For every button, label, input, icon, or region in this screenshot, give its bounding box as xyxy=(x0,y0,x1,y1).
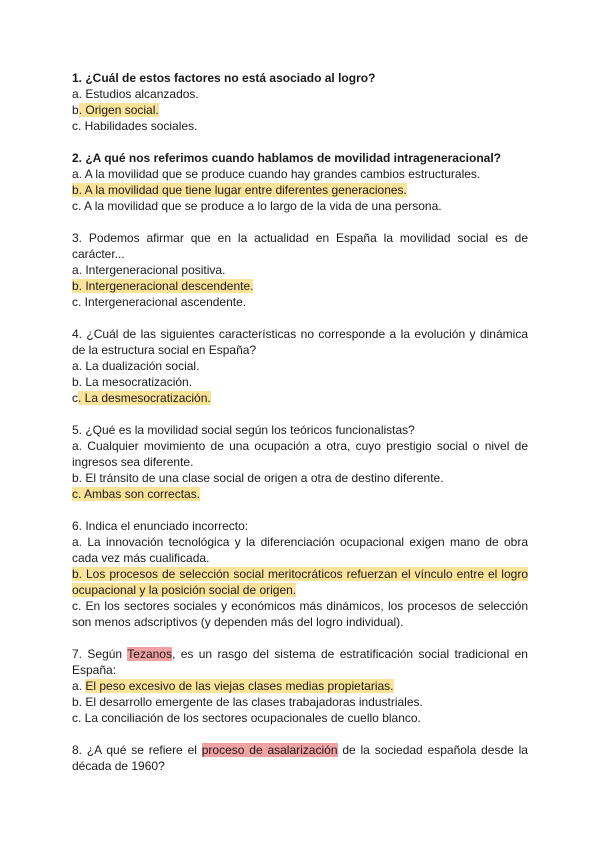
highlighted-answer: b. A la movilidad que tiene lugar entre diferentes generaciones. xyxy=(72,183,407,197)
highlighted-answer: b. Los procesos de selección social meritocráticos refuerzan el vínculo entre el logro ocupacional y la posición social de origen. xyxy=(72,567,528,597)
highlighted-answer: c. Ambas son correctas. xyxy=(72,487,201,501)
option-b xyxy=(72,278,528,294)
option-a: a. La innovación tecnológica y la diferenciación ocupacional exigen mano de obra cada vez más cualificada. xyxy=(72,535,529,565)
quiz-document xyxy=(72,70,528,790)
option-b xyxy=(72,566,528,598)
highlighted-term: proceso de asalarización xyxy=(201,743,338,757)
option-c: c. Intergeneracional ascendente. xyxy=(72,295,247,309)
option-a: a. Cualquier movimiento de una ocupación a otra, cuyo prestigio social o nivel de ingresos sea diferente. xyxy=(72,439,529,469)
option-b: b. El tránsito de una clase social de origen a otra de destino diferente. xyxy=(72,471,444,485)
option-a: a. Estudios alcanzados. xyxy=(72,87,199,101)
question-3 xyxy=(72,230,528,310)
option-b xyxy=(72,182,528,198)
option-a: a. La dualización social. xyxy=(72,359,200,373)
highlighted-answer: . Origen social. xyxy=(78,103,159,117)
question-2 xyxy=(72,150,528,214)
option-c xyxy=(72,486,528,502)
highlighted-answer: El peso excesivo de las viejas clases medias propietarias. xyxy=(85,679,394,693)
highlighted-answer: b. Intergeneracional descendente. xyxy=(72,279,254,293)
question-title: 7. Según Tezanos, es un rasgo del sistema de estratificación social tradicional en España: xyxy=(72,647,528,677)
question-title: 4. ¿Cuál de las siguientes características no corresponde a la evolución y dinámica de la estructura social en España? xyxy=(72,327,528,357)
option-c: c. La conciliación de los sectores ocupacionales de cuello blanco. xyxy=(72,711,421,725)
question-title: 1. ¿Cuál de estos factores no está asociado al logro? xyxy=(72,71,376,85)
question-4 xyxy=(72,326,528,406)
question-title: 5. ¿Qué es la movilidad social según los teóricos funcionalistas? xyxy=(72,423,415,437)
option-b: b. El desarrollo emergente de las clases trabajadoras industriales. xyxy=(72,695,423,709)
question-1 xyxy=(72,70,528,134)
question-7 xyxy=(72,646,528,726)
option-a: a. El peso excesivo de las viejas clases medias propietarias. xyxy=(72,679,394,693)
option-a: a. Intergeneracional positiva. xyxy=(72,263,226,277)
highlighted-answer: . La desmesocratización. xyxy=(78,391,211,405)
option-c: c. En los sectores sociales y económicos más dinámicos, los procesos de selección son menos adscriptivos (y dependen más del logro individual). xyxy=(72,599,528,629)
option-b: b. Origen social. xyxy=(72,103,159,117)
option-b: b. La mesocratización. xyxy=(72,375,193,389)
highlighted-term: Tezanos xyxy=(127,647,172,661)
question-title: 6. Indica el enunciado incorrecto: xyxy=(72,519,249,533)
question-6 xyxy=(72,518,528,630)
option-c: c. La desmesocratización. xyxy=(72,391,211,405)
question-8 xyxy=(72,742,528,774)
question-title: 8. ¿A qué se refiere el proceso de asalarización de la sociedad española desde la década de 1960? xyxy=(72,743,528,773)
option-a: a. A la movilidad que se produce cuando hay grandes cambios estructurales. xyxy=(72,167,481,181)
question-title: 3. Podemos afirmar que en la actualidad en España la movilidad social es de carácter... xyxy=(72,231,528,261)
question-title: 2. ¿A qué nos referimos cuando hablamos de movilidad intrageneracional? xyxy=(72,151,501,165)
option-c: c. Habilidades sociales. xyxy=(72,119,198,133)
option-c: c. A la movilidad que se produce a lo largo de la vida de una persona. xyxy=(72,199,442,213)
question-5 xyxy=(72,422,528,502)
